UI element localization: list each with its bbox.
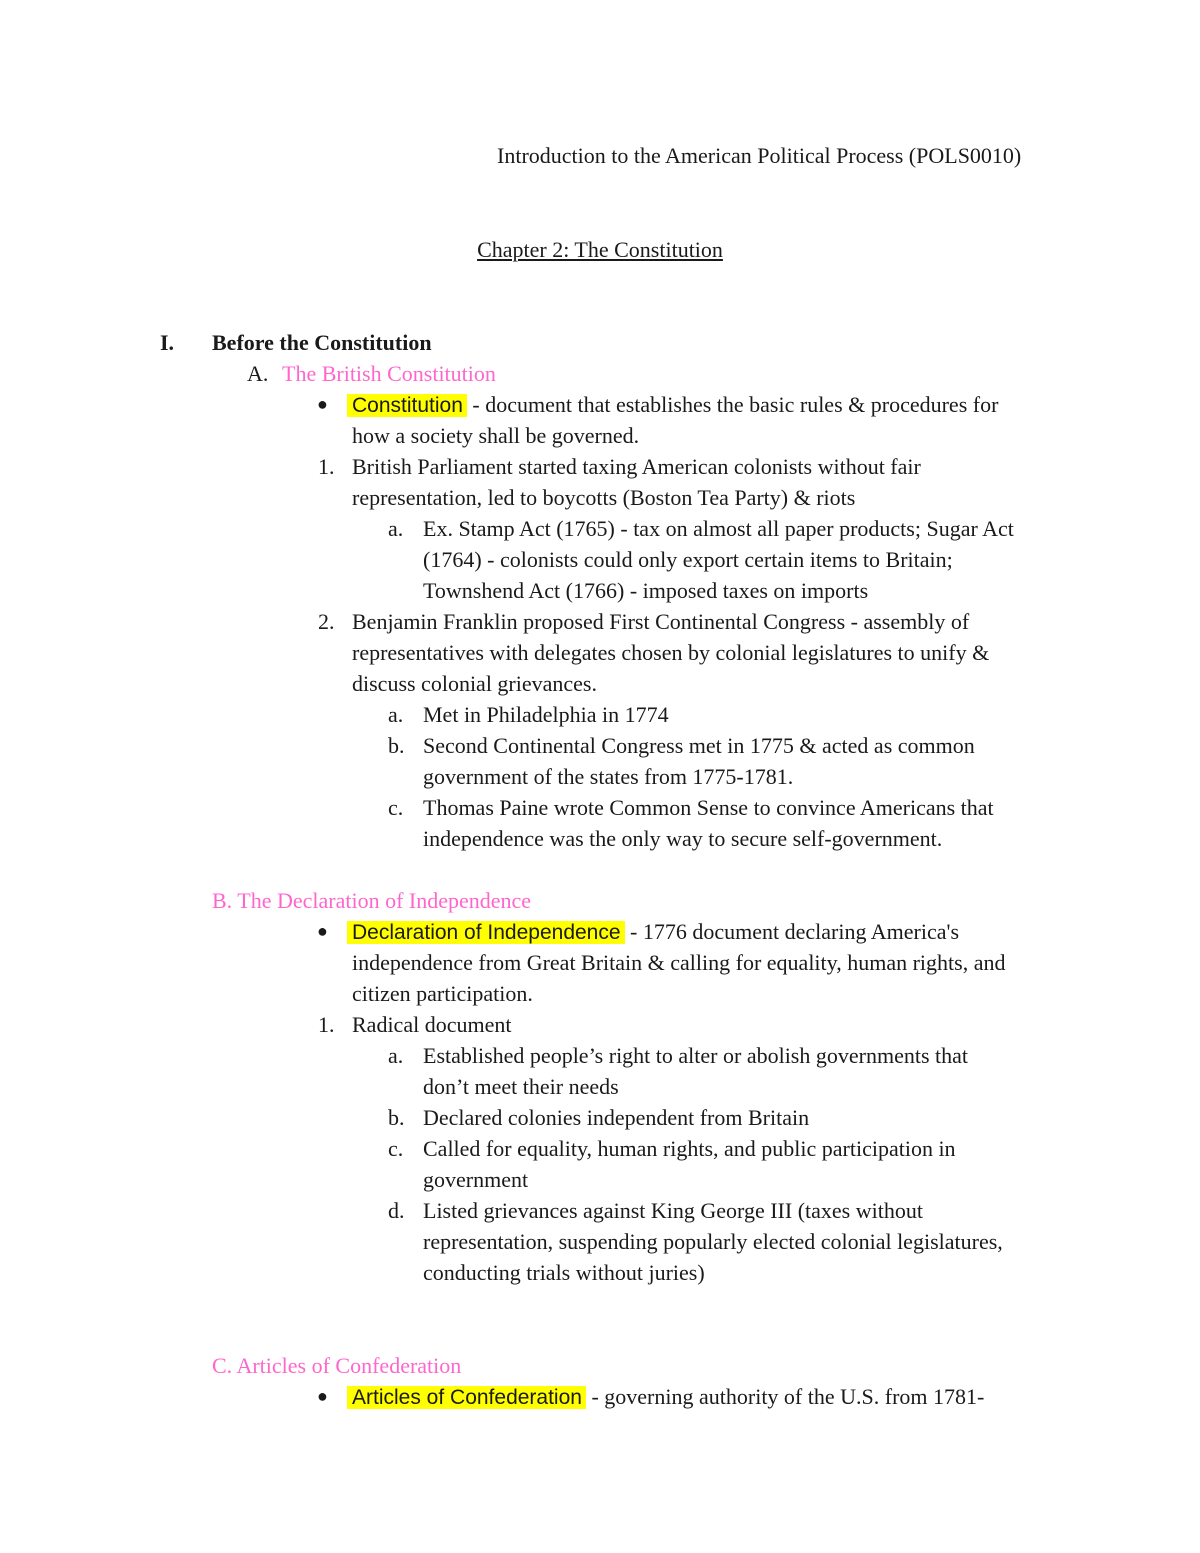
text-line: independence from Great Britain & calling for equality, human rights, and	[352, 950, 1006, 975]
blank-line	[0, 854, 1200, 885]
definition-line	[0, 916, 1200, 947]
highlighted-term: Constitution	[347, 394, 467, 417]
subsection-title: C. Articles of Confederation	[212, 1353, 462, 1378]
text-line: independence was the only way to secure self-government.	[423, 826, 943, 851]
list-item	[0, 1102, 1200, 1133]
text-line: Second Continental Congress met in 1775 & acted as common	[423, 733, 975, 758]
text-line: Met in Philadelphia in 1774	[423, 702, 669, 727]
text-line: discuss colonial grievances.	[352, 671, 597, 696]
text-line: how a society shall be governed.	[352, 423, 640, 448]
item-letter: c.	[388, 1136, 404, 1161]
section-numeral: I.	[160, 330, 175, 355]
text-line: Called for equality, human rights, and public participation in	[423, 1136, 956, 1161]
subsection-a-heading	[0, 358, 1200, 389]
item-letter: a.	[388, 516, 404, 541]
section-title: Before the Constitution	[212, 330, 432, 355]
text-line: representatives with delegates chosen by colonial legislatures to unify &	[352, 640, 990, 665]
list-item	[0, 451, 1200, 482]
highlighted-term: Articles of Confederation	[347, 1386, 586, 1409]
definition-line	[0, 1381, 1200, 1412]
term-definition: - document that establishes the basic rules & procedures for	[466, 392, 999, 417]
text-line: (1764) - colonists could only export certain items to Britain;	[423, 547, 953, 572]
notes-outline	[0, 327, 1200, 1412]
text-line: government of the states from 1775-1781.	[423, 764, 794, 789]
item-letter: c.	[388, 795, 404, 820]
subsection-title: B. The Declaration of Independence	[212, 888, 532, 913]
section-heading	[0, 327, 1200, 358]
list-item	[0, 699, 1200, 730]
chapter-heading	[0, 234, 1200, 265]
definition-line	[0, 389, 1200, 420]
item-letter: a.	[388, 1043, 404, 1068]
text-line: Townshend Act (1766) - imposed taxes on imports	[423, 578, 869, 603]
text-line: don’t meet their needs	[423, 1074, 619, 1099]
highlighted-term: Declaration of Independence	[347, 921, 625, 944]
subsection-letter: A.	[247, 361, 269, 386]
text-line: Established people’s right to alter or abolish governments that	[423, 1043, 968, 1068]
list-item	[0, 1195, 1200, 1226]
text-line: citizen participation.	[352, 981, 533, 1006]
term-definition: - 1776 document declaring America's	[624, 919, 959, 944]
bullet-icon: ●	[317, 921, 328, 941]
list-item	[0, 513, 1200, 544]
term-definition: - governing authority of the U.S. from 1781-	[585, 1384, 985, 1409]
text-line: British Parliament started taxing American colonists without fair	[352, 454, 921, 479]
subsection-c-heading	[0, 1350, 1200, 1381]
text-line: Radical document	[352, 1012, 512, 1037]
bullet-icon: ●	[317, 1386, 328, 1406]
list-item	[0, 1040, 1200, 1071]
blank-line	[0, 1319, 1200, 1350]
bullet-icon: ●	[317, 394, 328, 414]
course-title: Introduction to the American Political Process (POLS0010)	[497, 143, 1022, 168]
item-letter: a.	[388, 702, 404, 727]
list-item	[0, 606, 1200, 637]
text-line: representation, suspending popularly elected colonial legislatures,	[423, 1229, 1003, 1254]
item-number: 1.	[318, 1012, 335, 1037]
item-number: 1.	[318, 454, 335, 479]
subsection-title: The British Constitution	[282, 361, 496, 386]
blank-line	[0, 1288, 1200, 1319]
text-line: Listed grievances against King George III (taxes without	[423, 1198, 923, 1223]
item-letter: d.	[388, 1198, 405, 1223]
text-line: conducting trials without juries)	[423, 1260, 705, 1285]
text-line: Ex. Stamp Act (1765) - tax on almost all paper products; Sugar Act	[423, 516, 1014, 541]
chapter-title: Chapter 2: The Constitution	[477, 237, 723, 262]
text-line: representation, led to boycotts (Boston Tea Party) & riots	[352, 485, 856, 510]
text-line: Declared colonies independent from Britain	[423, 1105, 810, 1130]
item-letter: b.	[388, 733, 405, 758]
subsection-b-heading	[0, 885, 1200, 916]
list-item	[0, 1133, 1200, 1164]
item-letter: b.	[388, 1105, 405, 1130]
list-item	[0, 792, 1200, 823]
text-line: government	[423, 1167, 529, 1192]
text-line: Benjamin Franklin proposed First Continental Congress - assembly of	[352, 609, 970, 634]
list-item	[0, 730, 1200, 761]
item-number: 2.	[318, 609, 335, 634]
text-line: Thomas Paine wrote Common Sense to convince Americans that	[423, 795, 994, 820]
list-item	[0, 1009, 1200, 1040]
